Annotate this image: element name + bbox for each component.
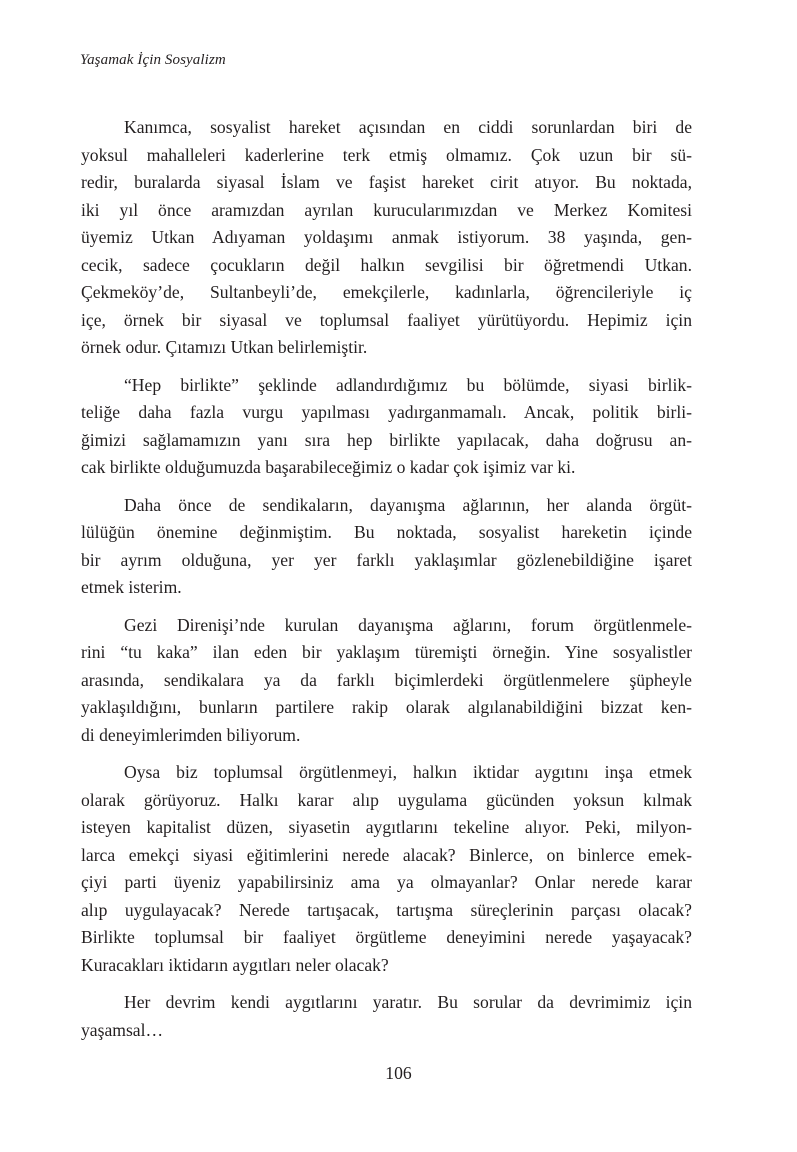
text-line: yaşamsal… [81, 1019, 164, 1040]
text-line: yaklaşıldığını, bunların partilere rakip olarak algılanabildiğini bizzat ken- [81, 697, 692, 717]
text-line: Daha önce de sendikaların, dayanışma ağlarının, her alanda örgüt- [124, 494, 692, 515]
paragraph [81, 759, 692, 979]
text-line: Birlikte toplumsal bir faaliyet örgütleme deneyimini nerede yaşayacak? [81, 927, 692, 947]
text-line: Kanımca, sosyalist hareket açısından en ciddi sorunlardan biri de [124, 117, 692, 137]
text-line: Çekmeköy’de, Sultanbeyli’de, emekçilerle, kadınlarla, öğrencileriyle iç [81, 282, 692, 302]
text-line: “Hep birlikte” şeklinde adlandırdığımız bu bölümde, siyasi birlik- [124, 374, 692, 395]
text-line: üyemiz Utkan Adıyaman yoldaşımı anmak istiyorum. 38 yaşında, gen- [81, 227, 692, 247]
page-number: 106 [385, 1063, 412, 1083]
text-line: çiyi parti üyeniz yapabilirsiniz ama ya olmayanlar? Onlar nerede karar [81, 872, 692, 892]
text-line: cecik, sadece çocukların değil halkın sevgilisi bir öğretmendi Utkan. [81, 254, 692, 275]
text-line: redir, buralarda siyasal İslam ve faşist hareket cirit atıyor. Bu noktada, [81, 172, 692, 192]
text-line: Oysa biz toplumsal örgütlenmeyi, halkın iktidar aygıtını inşa etmek [124, 762, 692, 782]
paragraph [81, 989, 692, 1044]
text-line: Kuracakları iktidarın aygıtları neler olacak? [81, 954, 389, 975]
text-line: teliğe daha fazla vurgu yapılması yadırganmamalı. Ancak, politik birli- [81, 402, 692, 422]
text-line: alıp uygulayacak? Nerede tartışacak, tartışma süreçlerinin parçası olacak? [81, 899, 692, 920]
text-line: cak birlikte olduğumuzda başarabileceğimiz o kadar çok işimiz var ki. [81, 457, 576, 477]
text-line: etmek isterim. [81, 577, 182, 597]
text-line: örnek odur. Çıtamızı Utkan belirlemiştir. [81, 337, 368, 357]
paragraph [81, 492, 692, 602]
text-line: lülüğün önemine değinmiştim. Bu noktada, sosyalist hareketin içinde [81, 522, 692, 542]
text-line: di deneyimlerimden biliyorum. [81, 724, 301, 745]
text-line: iki yıl önce aramızdan ayrılan kurucularımızdan ve Merkez Komitesi [81, 199, 692, 220]
text-line: Her devrim kendi aygıtlarını yaratır. Bu sorular da devrimimiz için [124, 992, 692, 1012]
text-line: bir ayrım olduğuna, yer yer farklı yaklaşımlar gözlenebildiğine işaret [81, 549, 692, 570]
text-line: olarak görüyoruz. Halkı karar alıp uygulama gücünden yoksun kılmak [81, 789, 692, 810]
paragraph [81, 612, 692, 750]
text-line: ğimizi sağlamamızın yanı sıra hep birlikte yapılacak, daha doğrusu an- [81, 429, 692, 450]
body-text [81, 114, 692, 1054]
text-line: yoksul mahalleleri kaderlerine terk etmiş olmamız. Çok uzun bir sü- [81, 144, 692, 165]
text-line: larca emekçi siyasi eğitimlerini nerede alacak? Binlerce, on binlerce emek- [81, 844, 692, 865]
text-line: rini “tu kaka” ilan eden bir yaklaşım türemişti örneğin. Yine sosyalistler [81, 642, 692, 662]
paragraph [81, 372, 692, 482]
text-line: arasında, sendikalara ya da farklı biçimlerdeki örgütlenmelere şüpheyle [81, 669, 692, 690]
text-line: Gezi Direnişi’nde kurulan dayanışma ağlarını, forum örgütlenmele- [124, 614, 692, 635]
text-line: isteyen kapitalist düzen, siyasetin aygıtlarını tekeline alıyor. Peki, milyon- [81, 817, 692, 837]
paragraph [81, 114, 692, 362]
running-header: Yaşamak İçin Sosyalizm [80, 52, 226, 68]
text-line: içe, örnek bir siyasal ve toplumsal faaliyet yürütüyordu. Hepimiz için [81, 309, 692, 330]
